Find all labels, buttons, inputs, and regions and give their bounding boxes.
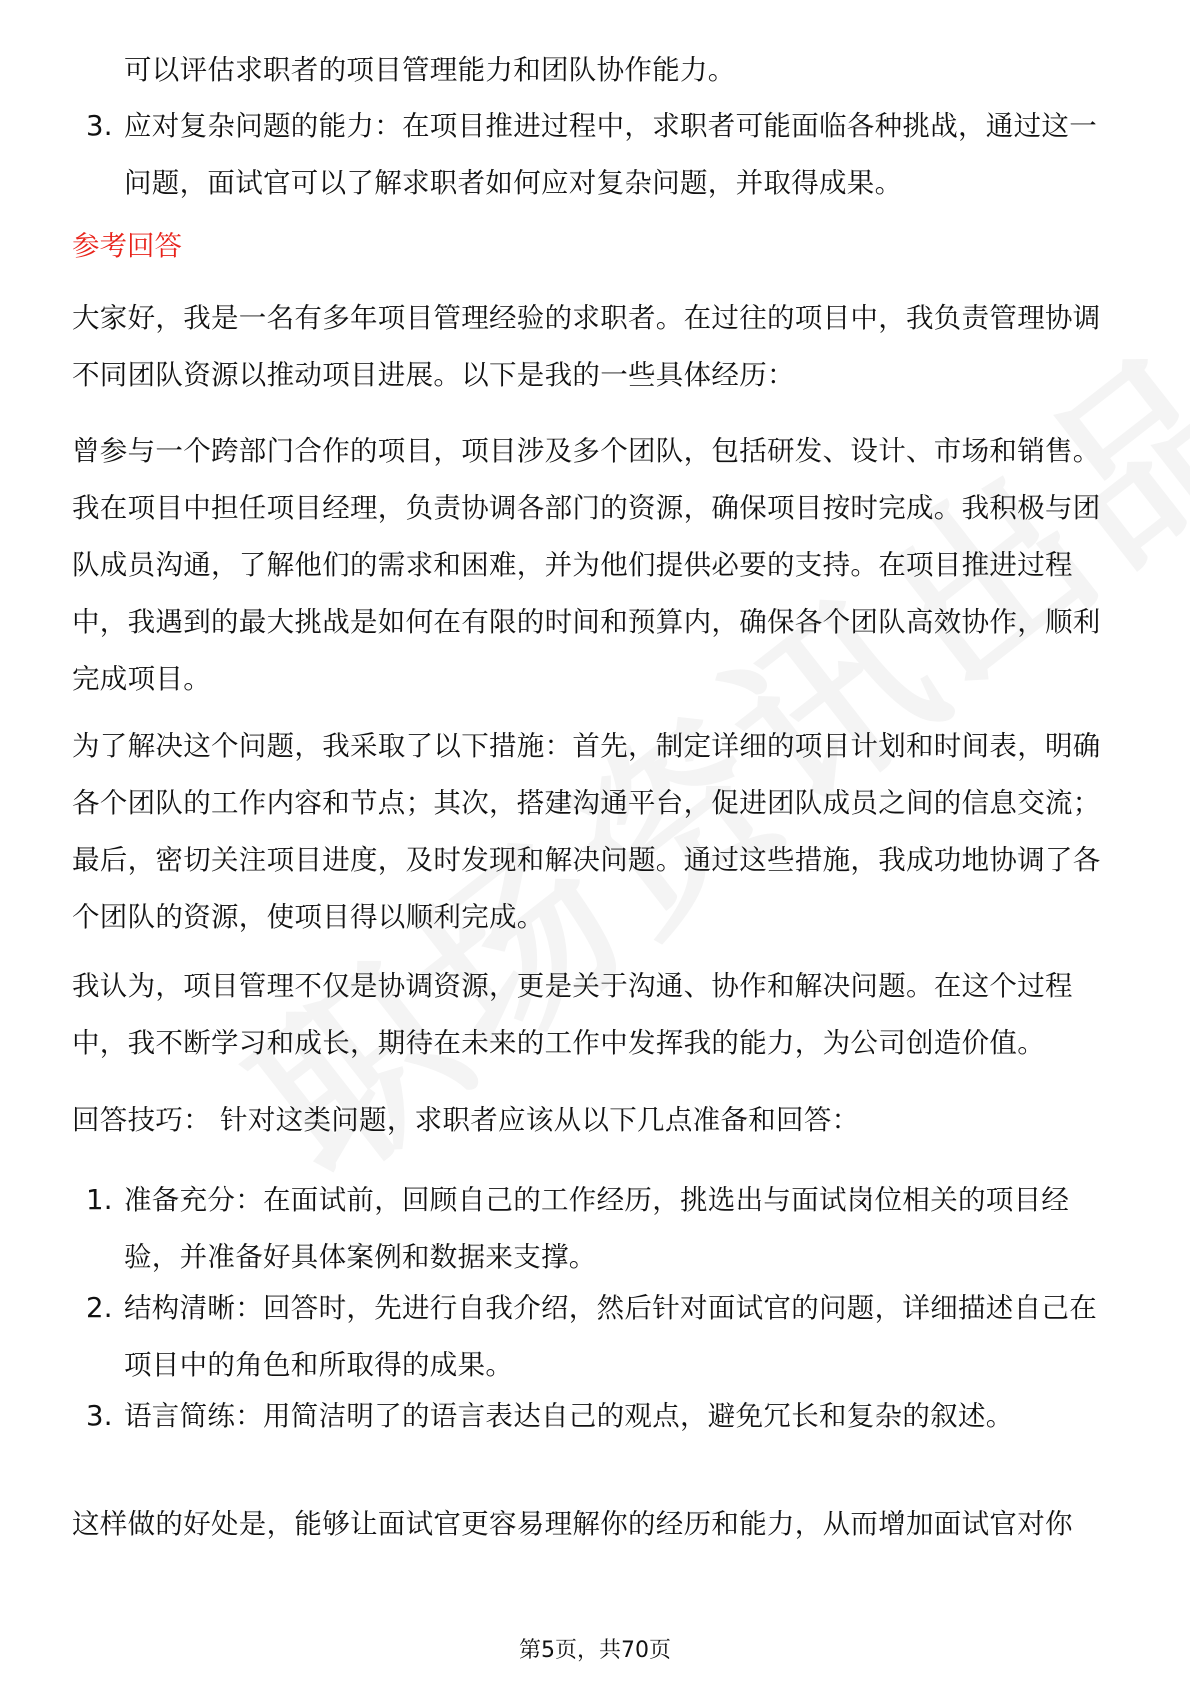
list-item-text: 语言简练：用简洁明了的语言表达自己的观点，避免冗长和复杂的叙述。 — [124, 1400, 1014, 1432]
list-number: 2. — [86, 1292, 113, 1324]
tips-intro: 回答技巧： 针对这类问题，求职者应该从以下几点准备和回答： — [72, 1104, 860, 1136]
paragraph: 我认为，项目管理不仅是协调资源，更是关于沟通、协作和解决问题。在这个过程中，我不断学习和成长，期待在未来的工作中发挥我的能力，为公司创造价值。 — [72, 970, 1073, 1059]
list-item-text: 应对复杂问题的能力：在项目推进过程中，求职者可能面临各种挑战，通过这一问题，面试官可以了解求职者如何应对复杂问题，并取得成果。 — [124, 110, 1097, 199]
purpose-list-item — [72, 98, 1122, 212]
page-number: 第5页，共70页 — [519, 1638, 671, 1663]
tips-list-item — [72, 1280, 1122, 1394]
list-number: 3. — [86, 1400, 113, 1432]
answer-heading: 参考回答 — [72, 230, 182, 262]
paragraph: 为了解决这个问题，我采取了以下措施：首先，制定详细的项目计划和时间表，明确各个团队的工作内容和节点；其次，搭建沟通平台，促进团队成员之间的信息交流；最后，密切关注项目进度，及时发现和解决问题。通过这些措施，我成功地协调了各个团队的资源，使项目得以顺利完成。 — [72, 730, 1101, 933]
list-item-text: 结构清晰：回答时，先进行自我介绍，然后针对面试官的问题，详细描述自己在项目中的角色和所取得的成果。 — [124, 1292, 1097, 1381]
list-number: 1. — [86, 1184, 113, 1216]
closing-paragraph: 这样做的好处是，能够让面试官更容易理解你的经历和能力，从而增加面试官对你 — [72, 1508, 1073, 1540]
tips-list-item — [72, 1388, 1122, 1445]
list-number: 3. — [86, 110, 113, 142]
paragraph: 大家好，我是一名有多年项目管理经验的求职者。在过往的项目中，我负责管理协调不同团队资源以推动项目进展。以下是我的一些具体经历： — [72, 302, 1101, 391]
list-item-text: 准备充分：在面试前，回顾自己的工作经历，挑选出与面试岗位相关的项目经验，并准备好具体案例和数据来支撑。 — [124, 1184, 1070, 1273]
intro-continuation: 可以评估求职者的项目管理能力和团队协作能力。 — [124, 54, 736, 86]
paragraph: 曾参与一个跨部门合作的项目，项目涉及多个团队，包括研发、设计、市场和销售。我在项目中担任项目经理，负责协调各部门的资源，确保项目按时完成。我积极与团队成员沟通，了解他们的需求和困难，并为他们提供必要的支持。在项目推进过程中，我遇到的最大挑战是如何在有限的时间和预算内，确保各个团队高效协作，顺利完成项目。 — [72, 435, 1101, 695]
tips-list-item — [72, 1172, 1122, 1286]
